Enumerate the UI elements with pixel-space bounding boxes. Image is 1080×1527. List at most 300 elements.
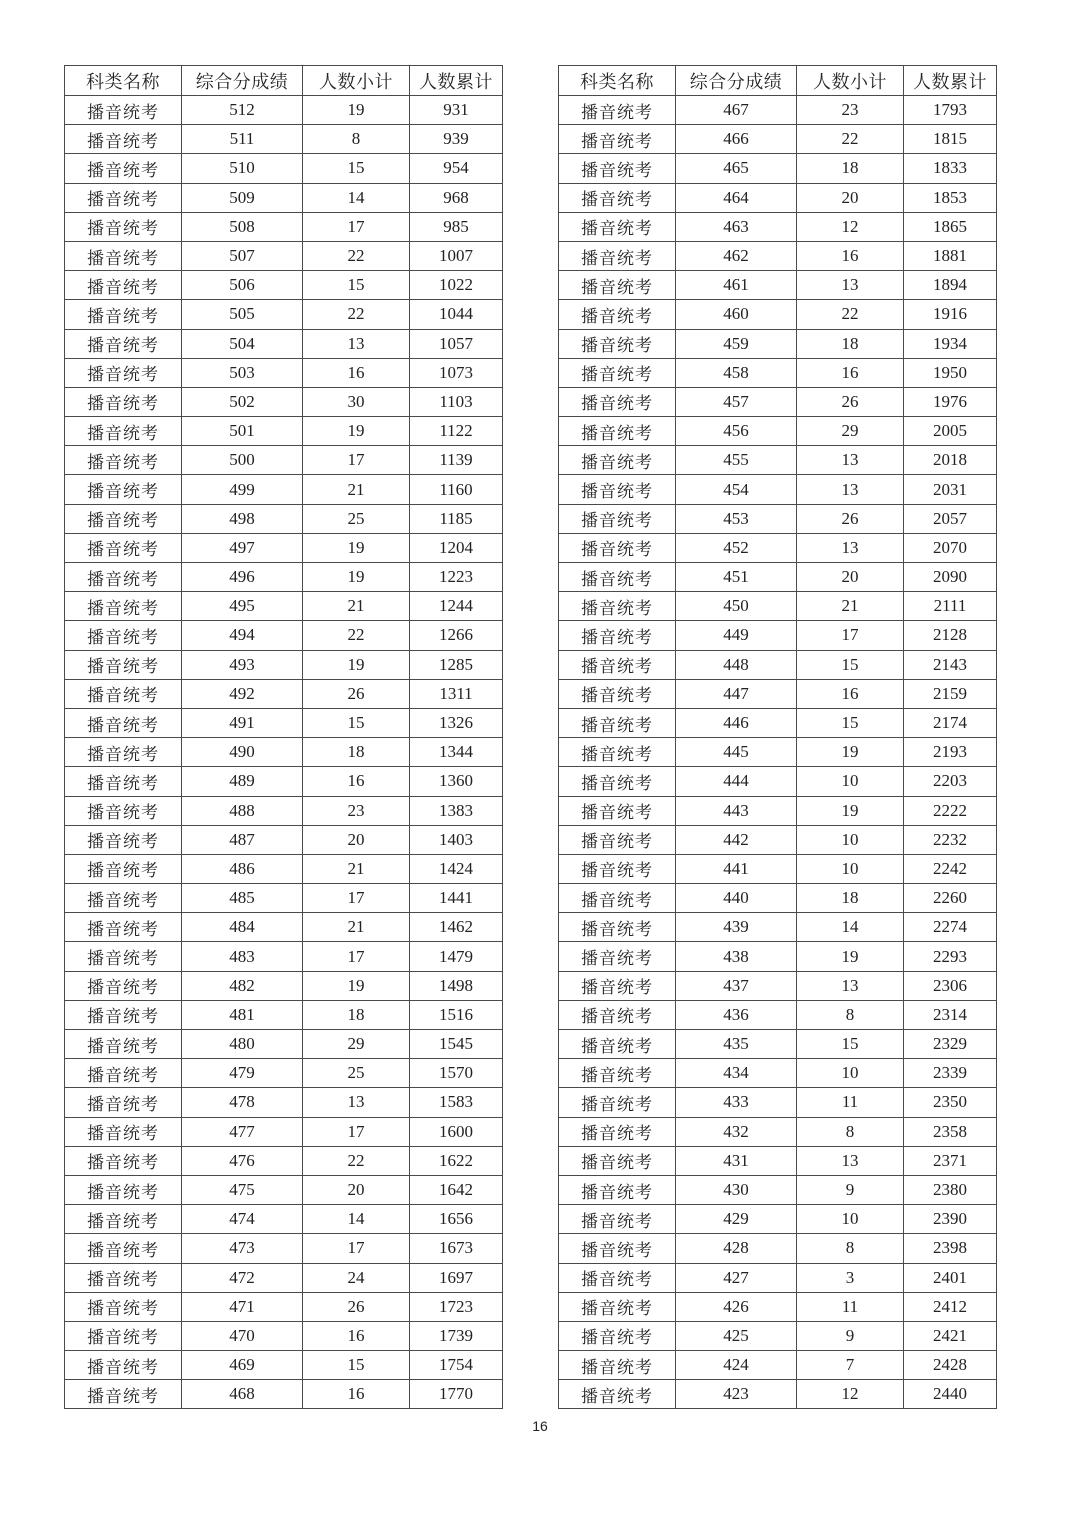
cell-count: 17 — [303, 1234, 410, 1263]
cell-cumulative: 2242 — [904, 854, 997, 883]
header-count: 人数小计 — [797, 66, 904, 96]
table-row — [65, 854, 503, 883]
table-row — [559, 1263, 997, 1292]
table-row — [65, 884, 503, 913]
cell-category: 播音统考 — [559, 1117, 676, 1146]
cell-score: 497 — [182, 533, 303, 562]
cell-cumulative: 1833 — [904, 154, 997, 183]
cell-cumulative: 968 — [410, 183, 503, 212]
table-row — [559, 913, 997, 942]
cell-cumulative: 1022 — [410, 271, 503, 300]
cell-category: 播音统考 — [559, 1351, 676, 1380]
cell-cumulative: 1103 — [410, 387, 503, 416]
cell-score: 473 — [182, 1234, 303, 1263]
cell-count: 15 — [303, 271, 410, 300]
cell-cumulative: 2401 — [904, 1263, 997, 1292]
cell-count: 19 — [797, 796, 904, 825]
cell-count: 17 — [303, 942, 410, 971]
cell-cumulative: 2350 — [904, 1088, 997, 1117]
table-row — [559, 417, 997, 446]
cell-category: 播音统考 — [65, 154, 182, 183]
table-row — [559, 241, 997, 270]
cell-count: 15 — [303, 708, 410, 737]
table-row — [65, 1263, 503, 1292]
cell-category: 播音统考 — [559, 708, 676, 737]
table-row — [65, 913, 503, 942]
cell-score: 448 — [676, 650, 797, 679]
cell-count: 22 — [797, 300, 904, 329]
cell-score: 502 — [182, 387, 303, 416]
table-row — [559, 738, 997, 767]
cell-cumulative: 2306 — [904, 971, 997, 1000]
cell-category: 播音统考 — [65, 271, 182, 300]
cell-count: 19 — [797, 942, 904, 971]
header-score: 综合分成绩 — [676, 66, 797, 96]
cell-count: 22 — [303, 241, 410, 270]
cell-count: 13 — [797, 446, 904, 475]
header-row — [559, 66, 997, 96]
cell-cumulative: 2314 — [904, 1000, 997, 1029]
cell-score: 454 — [676, 475, 797, 504]
table-row — [65, 650, 503, 679]
cell-cumulative: 2143 — [904, 650, 997, 679]
cell-score: 460 — [676, 300, 797, 329]
cell-count: 19 — [303, 533, 410, 562]
cell-score: 494 — [182, 621, 303, 650]
table-row — [65, 679, 503, 708]
cell-category: 播音统考 — [559, 1205, 676, 1234]
cell-score: 429 — [676, 1205, 797, 1234]
table-row — [559, 183, 997, 212]
table-row — [559, 1000, 997, 1029]
cell-cumulative: 1326 — [410, 708, 503, 737]
cell-score: 437 — [676, 971, 797, 1000]
cell-score: 430 — [676, 1175, 797, 1204]
cell-category: 播音统考 — [65, 1351, 182, 1380]
cell-count: 15 — [797, 650, 904, 679]
table-row — [559, 942, 997, 971]
cell-cumulative: 2371 — [904, 1146, 997, 1175]
cell-category: 播音统考 — [559, 913, 676, 942]
cell-category: 播音统考 — [65, 650, 182, 679]
cell-score: 438 — [676, 942, 797, 971]
cell-cumulative: 1479 — [410, 942, 503, 971]
cell-count: 22 — [303, 1146, 410, 1175]
cell-count: 30 — [303, 387, 410, 416]
table-row — [559, 708, 997, 737]
cell-score: 472 — [182, 1263, 303, 1292]
cell-cumulative: 1285 — [410, 650, 503, 679]
cell-category: 播音统考 — [65, 446, 182, 475]
cell-category: 播音统考 — [65, 241, 182, 270]
cell-category: 播音统考 — [65, 125, 182, 154]
table-row — [65, 154, 503, 183]
cell-category: 播音统考 — [559, 387, 676, 416]
table-row — [559, 125, 997, 154]
cell-cumulative: 2329 — [904, 1030, 997, 1059]
cell-cumulative: 1360 — [410, 767, 503, 796]
cell-score: 453 — [676, 504, 797, 533]
cell-score: 475 — [182, 1175, 303, 1204]
cell-score: 506 — [182, 271, 303, 300]
table-row — [559, 679, 997, 708]
cell-score: 503 — [182, 358, 303, 387]
cell-cumulative: 1570 — [410, 1059, 503, 1088]
table-row — [65, 621, 503, 650]
cell-category: 播音统考 — [559, 563, 676, 592]
table-row — [559, 592, 997, 621]
cell-score: 450 — [676, 592, 797, 621]
cell-cumulative: 1916 — [904, 300, 997, 329]
cell-count: 13 — [797, 533, 904, 562]
cell-count: 16 — [797, 241, 904, 270]
cell-cumulative: 2339 — [904, 1059, 997, 1088]
cell-category: 播音统考 — [559, 854, 676, 883]
cell-count: 26 — [797, 504, 904, 533]
cell-count: 22 — [303, 300, 410, 329]
cell-count: 18 — [797, 329, 904, 358]
cell-score: 504 — [182, 329, 303, 358]
cell-score: 442 — [676, 825, 797, 854]
cell-category: 播音统考 — [65, 1175, 182, 1204]
cell-cumulative: 2174 — [904, 708, 997, 737]
cell-cumulative: 2070 — [904, 533, 997, 562]
cell-count: 23 — [303, 796, 410, 825]
cell-cumulative: 1754 — [410, 1351, 503, 1380]
table-row — [65, 1146, 503, 1175]
cell-count: 26 — [303, 1292, 410, 1321]
cell-cumulative: 1934 — [904, 329, 997, 358]
cell-score: 439 — [676, 913, 797, 942]
cell-score: 489 — [182, 767, 303, 796]
cell-score: 456 — [676, 417, 797, 446]
cell-category: 播音统考 — [559, 154, 676, 183]
cell-cumulative: 1739 — [410, 1321, 503, 1350]
cell-count: 11 — [797, 1088, 904, 1117]
cell-category: 播音统考 — [559, 1059, 676, 1088]
cell-category: 播音统考 — [559, 738, 676, 767]
cell-count: 19 — [303, 96, 410, 125]
cell-category: 播音统考 — [65, 1117, 182, 1146]
cell-count: 15 — [797, 708, 904, 737]
cell-count: 21 — [303, 475, 410, 504]
cell-count: 16 — [797, 679, 904, 708]
cell-category: 播音统考 — [559, 767, 676, 796]
table-row — [65, 592, 503, 621]
table-row — [559, 271, 997, 300]
cell-cumulative: 1673 — [410, 1234, 503, 1263]
table-row — [559, 212, 997, 241]
cell-category: 播音统考 — [65, 679, 182, 708]
cell-count: 16 — [303, 358, 410, 387]
table-row — [65, 1351, 503, 1380]
cell-count: 26 — [797, 387, 904, 416]
cell-category: 播音统考 — [65, 1146, 182, 1175]
cell-cumulative: 2398 — [904, 1234, 997, 1263]
cell-score: 492 — [182, 679, 303, 708]
cell-score: 470 — [182, 1321, 303, 1350]
cell-count: 10 — [797, 825, 904, 854]
table-row — [65, 446, 503, 475]
cell-category: 播音统考 — [559, 183, 676, 212]
table-row — [65, 708, 503, 737]
cell-score: 469 — [182, 1351, 303, 1380]
cell-count: 21 — [303, 854, 410, 883]
table-row — [559, 563, 997, 592]
cell-category: 播音统考 — [559, 1380, 676, 1409]
table-row — [65, 329, 503, 358]
cell-count: 10 — [797, 1059, 904, 1088]
cell-count: 11 — [797, 1292, 904, 1321]
cell-cumulative: 2193 — [904, 738, 997, 767]
cell-category: 播音统考 — [65, 533, 182, 562]
table-row — [65, 796, 503, 825]
cell-score: 445 — [676, 738, 797, 767]
cell-score: 458 — [676, 358, 797, 387]
cell-cumulative: 1223 — [410, 563, 503, 592]
table-row — [559, 1030, 997, 1059]
header-count: 人数小计 — [303, 66, 410, 96]
cell-category: 播音统考 — [559, 96, 676, 125]
cell-cumulative: 1656 — [410, 1205, 503, 1234]
cell-cumulative: 2005 — [904, 417, 997, 446]
cell-category: 播音统考 — [559, 417, 676, 446]
cell-score: 466 — [676, 125, 797, 154]
cell-category: 播音统考 — [65, 300, 182, 329]
score-table-right — [558, 65, 997, 1409]
cell-count: 15 — [303, 1351, 410, 1380]
cell-score: 476 — [182, 1146, 303, 1175]
table-row — [65, 533, 503, 562]
header-cumulative: 人数累计 — [904, 66, 997, 96]
cell-score: 507 — [182, 241, 303, 270]
cell-score: 509 — [182, 183, 303, 212]
cell-cumulative: 2090 — [904, 563, 997, 592]
table-row — [559, 1234, 997, 1263]
page-number: 16 — [532, 1418, 548, 1434]
cell-cumulative: 2421 — [904, 1321, 997, 1350]
cell-category: 播音统考 — [65, 183, 182, 212]
cell-score: 449 — [676, 621, 797, 650]
cell-cumulative: 2358 — [904, 1117, 997, 1146]
cell-category: 播音统考 — [559, 1234, 676, 1263]
cell-category: 播音统考 — [559, 1000, 676, 1029]
table-row — [65, 271, 503, 300]
cell-cumulative: 1770 — [410, 1380, 503, 1409]
cell-cumulative: 985 — [410, 212, 503, 241]
cell-count: 9 — [797, 1175, 904, 1204]
cell-cumulative: 1160 — [410, 475, 503, 504]
cell-score: 501 — [182, 417, 303, 446]
cell-cumulative: 2203 — [904, 767, 997, 796]
cell-category: 播音统考 — [559, 1292, 676, 1321]
table-row — [559, 650, 997, 679]
cell-category: 播音统考 — [559, 1175, 676, 1204]
cell-category: 播音统考 — [65, 387, 182, 416]
cell-category: 播音统考 — [559, 825, 676, 854]
cell-cumulative: 1498 — [410, 971, 503, 1000]
cell-count: 13 — [303, 329, 410, 358]
cell-score: 498 — [182, 504, 303, 533]
table-row — [65, 738, 503, 767]
cell-count: 20 — [303, 1175, 410, 1204]
table-row — [65, 971, 503, 1000]
cell-score: 487 — [182, 825, 303, 854]
table-row — [559, 1351, 997, 1380]
cell-count: 18 — [303, 738, 410, 767]
cell-count: 10 — [797, 1205, 904, 1234]
cell-cumulative: 2222 — [904, 796, 997, 825]
cell-cumulative: 1244 — [410, 592, 503, 621]
table-row — [65, 96, 503, 125]
cell-cumulative: 1403 — [410, 825, 503, 854]
cell-cumulative: 1976 — [904, 387, 997, 416]
cell-score: 485 — [182, 884, 303, 913]
cell-category: 播音统考 — [559, 679, 676, 708]
cell-count: 10 — [797, 854, 904, 883]
cell-count: 23 — [797, 96, 904, 125]
cell-score: 462 — [676, 241, 797, 270]
cell-cumulative: 2390 — [904, 1205, 997, 1234]
cell-category: 播音统考 — [559, 533, 676, 562]
cell-cumulative: 2380 — [904, 1175, 997, 1204]
table-row — [559, 1117, 997, 1146]
cell-score: 505 — [182, 300, 303, 329]
cell-score: 455 — [676, 446, 797, 475]
table-row — [559, 767, 997, 796]
cell-category: 播音统考 — [65, 796, 182, 825]
table-row — [559, 329, 997, 358]
table-row — [65, 241, 503, 270]
cell-score: 478 — [182, 1088, 303, 1117]
cell-cumulative: 1545 — [410, 1030, 503, 1059]
cell-score: 493 — [182, 650, 303, 679]
cell-score: 495 — [182, 592, 303, 621]
cell-cumulative: 1344 — [410, 738, 503, 767]
cell-count: 17 — [303, 884, 410, 913]
table-row — [65, 563, 503, 592]
cell-category: 播音统考 — [559, 1146, 676, 1175]
table-row — [65, 825, 503, 854]
cell-count: 18 — [303, 1000, 410, 1029]
cell-cumulative: 2412 — [904, 1292, 997, 1321]
cell-category: 播音统考 — [65, 475, 182, 504]
cell-score: 512 — [182, 96, 303, 125]
cell-score: 484 — [182, 913, 303, 942]
cell-score: 427 — [676, 1263, 797, 1292]
cell-count: 13 — [797, 971, 904, 1000]
cell-count: 8 — [303, 125, 410, 154]
cell-category: 播音统考 — [65, 592, 182, 621]
cell-score: 440 — [676, 884, 797, 913]
cell-score: 508 — [182, 212, 303, 241]
cell-category: 播音统考 — [559, 475, 676, 504]
cell-cumulative: 1462 — [410, 913, 503, 942]
table-row — [65, 1292, 503, 1321]
cell-count: 25 — [303, 1059, 410, 1088]
cell-count: 21 — [303, 592, 410, 621]
cell-cumulative: 1697 — [410, 1263, 503, 1292]
cell-category: 播音统考 — [65, 738, 182, 767]
cell-score: 461 — [676, 271, 797, 300]
score-table-left — [64, 65, 503, 1409]
cell-cumulative: 1057 — [410, 329, 503, 358]
cell-score: 434 — [676, 1059, 797, 1088]
cell-score: 426 — [676, 1292, 797, 1321]
cell-category: 播音统考 — [559, 271, 676, 300]
cell-count: 12 — [797, 212, 904, 241]
cell-category: 播音统考 — [65, 854, 182, 883]
cell-cumulative: 2440 — [904, 1380, 997, 1409]
table-row — [65, 1088, 503, 1117]
table-row — [65, 1205, 503, 1234]
cell-count: 20 — [797, 563, 904, 592]
cell-score: 436 — [676, 1000, 797, 1029]
table-row — [65, 1321, 503, 1350]
cell-score: 496 — [182, 563, 303, 592]
cell-score: 457 — [676, 387, 797, 416]
cell-score: 435 — [676, 1030, 797, 1059]
cell-count: 17 — [303, 446, 410, 475]
table-row — [65, 1380, 503, 1409]
table-row — [559, 854, 997, 883]
table-row — [65, 358, 503, 387]
cell-category: 播音统考 — [65, 1205, 182, 1234]
cell-count: 16 — [303, 767, 410, 796]
cell-cumulative: 2428 — [904, 1351, 997, 1380]
cell-cumulative: 2159 — [904, 679, 997, 708]
cell-category: 播音统考 — [65, 913, 182, 942]
cell-category: 播音统考 — [65, 767, 182, 796]
cell-cumulative: 1139 — [410, 446, 503, 475]
cell-count: 13 — [797, 271, 904, 300]
table-row — [65, 212, 503, 241]
table-row — [65, 387, 503, 416]
cell-count: 17 — [797, 621, 904, 650]
table-row — [559, 1088, 997, 1117]
cell-score: 488 — [182, 796, 303, 825]
table-row — [559, 154, 997, 183]
cell-score: 428 — [676, 1234, 797, 1263]
cell-category: 播音统考 — [559, 592, 676, 621]
table-row — [559, 1205, 997, 1234]
cell-cumulative: 1950 — [904, 358, 997, 387]
table-row — [65, 1175, 503, 1204]
header-cumulative: 人数累计 — [410, 66, 503, 96]
table-row — [559, 1380, 997, 1409]
table-row — [65, 1030, 503, 1059]
cell-count: 22 — [797, 125, 904, 154]
cell-cumulative: 1516 — [410, 1000, 503, 1029]
table-row — [65, 300, 503, 329]
cell-count: 15 — [303, 154, 410, 183]
cell-score: 474 — [182, 1205, 303, 1234]
header-row — [65, 66, 503, 96]
cell-cumulative: 2128 — [904, 621, 997, 650]
cell-cumulative: 931 — [410, 96, 503, 125]
cell-cumulative: 1881 — [904, 241, 997, 270]
cell-score: 467 — [676, 96, 797, 125]
table-row — [65, 942, 503, 971]
cell-score: 480 — [182, 1030, 303, 1059]
cell-score: 431 — [676, 1146, 797, 1175]
table-row — [65, 767, 503, 796]
table-row — [65, 1059, 503, 1088]
cell-cumulative: 1185 — [410, 504, 503, 533]
cell-category: 播音统考 — [65, 1059, 182, 1088]
cell-score: 432 — [676, 1117, 797, 1146]
cell-score: 491 — [182, 708, 303, 737]
